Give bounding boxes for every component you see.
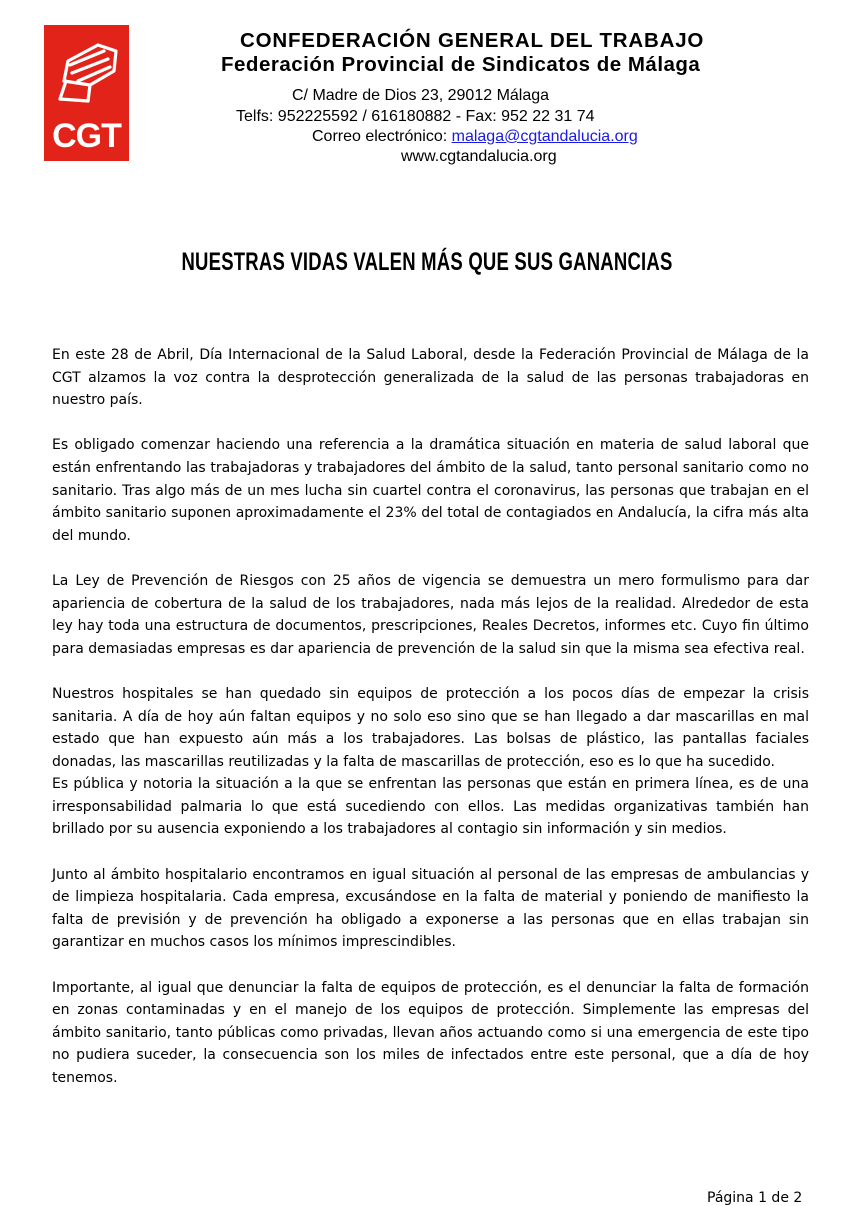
logo-text: CGT — [52, 117, 121, 155]
paragraph: Nuestros hospitales se han quedado sin equipos de protección a los pocos días de empezar la crisis sanitaria. A día de hoy aún faltan equipos y no solo eso sino que se han llegado a dar mascarillas en mal estado que han expuesto aún más a los trabajadores. Las bolsas de plástico, las pantallas faciales donadas, las mascarillas reutilizadas y la falta de mascarillas de protección, eso es lo que ha sucedido. — [52, 685, 809, 770]
paragraph: Importante, al igual que denunciar la falta de equipos de protección, es el denunciar la falta de formación en zonas contaminadas y en el manejo de los equipos de protección. Simplemente las empresas del ámbito sanitario, tanto públicas como privadas, llevan años actuando como si una emergencia de este tipo no pudiera suceder, la consecuencia son los miles de infectados entre este personal, que a día de hoy tenemos. — [52, 979, 809, 1086]
cgt-logo — [44, 25, 129, 161]
paragraph: Es obligado comenzar haciendo una referencia a la dramática situación en materia de salud laboral que están enfrentando las trabajadoras y trabajadores del ámbito de la salud, tanto personal sanitario como no sanitario. Tras algo más de un mes lucha sin cuartel contra el coronavirus, las personas que trabajan en el ámbito sanitario suponen aproximadamente el 23% del total de contagiados en Andalucía, la cifra más alta del mundo. — [52, 437, 809, 544]
page-number: Página 1 de 2 — [707, 1190, 803, 1206]
organization-name: CONFEDERACIÓN GENERAL DEL TRABAJO — [240, 29, 705, 52]
email-label: Correo electrónico: — [312, 128, 452, 145]
website-line: www.cgtandalucia.org — [401, 148, 557, 165]
postal-address: C/ Madre de Dios 23, 29012 Málaga — [292, 87, 550, 104]
document-title: NUESTRAS VIDAS VALEN MÁS QUE SUS GANANCIAS — [181, 248, 673, 276]
paragraph: En este 28 de Abril, Día Internacional de la Salud Laboral, desde la Federación Provincial de Málaga de la CGT alzamos la voz contra la desprotección generalizada de la salud de las personas trabajadoras en nuestro país. — [52, 347, 809, 409]
email-line — [312, 128, 638, 146]
email-link[interactable]: malaga@cgtandalucia.org — [451, 128, 638, 145]
paragraph: Junto al ámbito hospitalario encontramos en igual situación al personal de las empresas de ambulancias y de limpieza hospitalaria. Cada empresa, excusándose en la falta de material y poniendo de manifiesto la falta de previsión y de prevención ha obligado a exponerse a las personas que en ellas trabajan sin garantizar en muchos casos los mínimos imprescindibles. — [52, 866, 809, 951]
paragraph: Es pública y notoria la situación a la que se enfrentan las personas que están en primera línea, es de una irresponsabilidad palmaria lo que está sucediendo con ellos. Las medidas organizativas también han brillado por su ausencia exponiendo a los trabajadores al contagio sin información y sin medios. — [52, 776, 809, 838]
federation-name: Federación Provincial de Sindicatos de Málaga — [221, 53, 701, 76]
document-body — [52, 344, 809, 1112]
paragraph: La Ley de Prevención de Riesgos con 25 años de vigencia se demuestra un mero formulismo para dar apariencia de cobertura de la salud de los trabajadores, nada más lejos de la realidad. Alrededor de esta ley hay toda una estructura de documentos, prescripciones, Reales Decretos, informes etc. Cuyo fin último para demasiadas empresas es dar apariencia de prevención de la salud sin que la misma sea efectiva real. — [52, 572, 809, 657]
phone-fax-line: Telfs: 952225592 / 616180882 - Fax: 952 22 31 74 — [236, 108, 595, 125]
